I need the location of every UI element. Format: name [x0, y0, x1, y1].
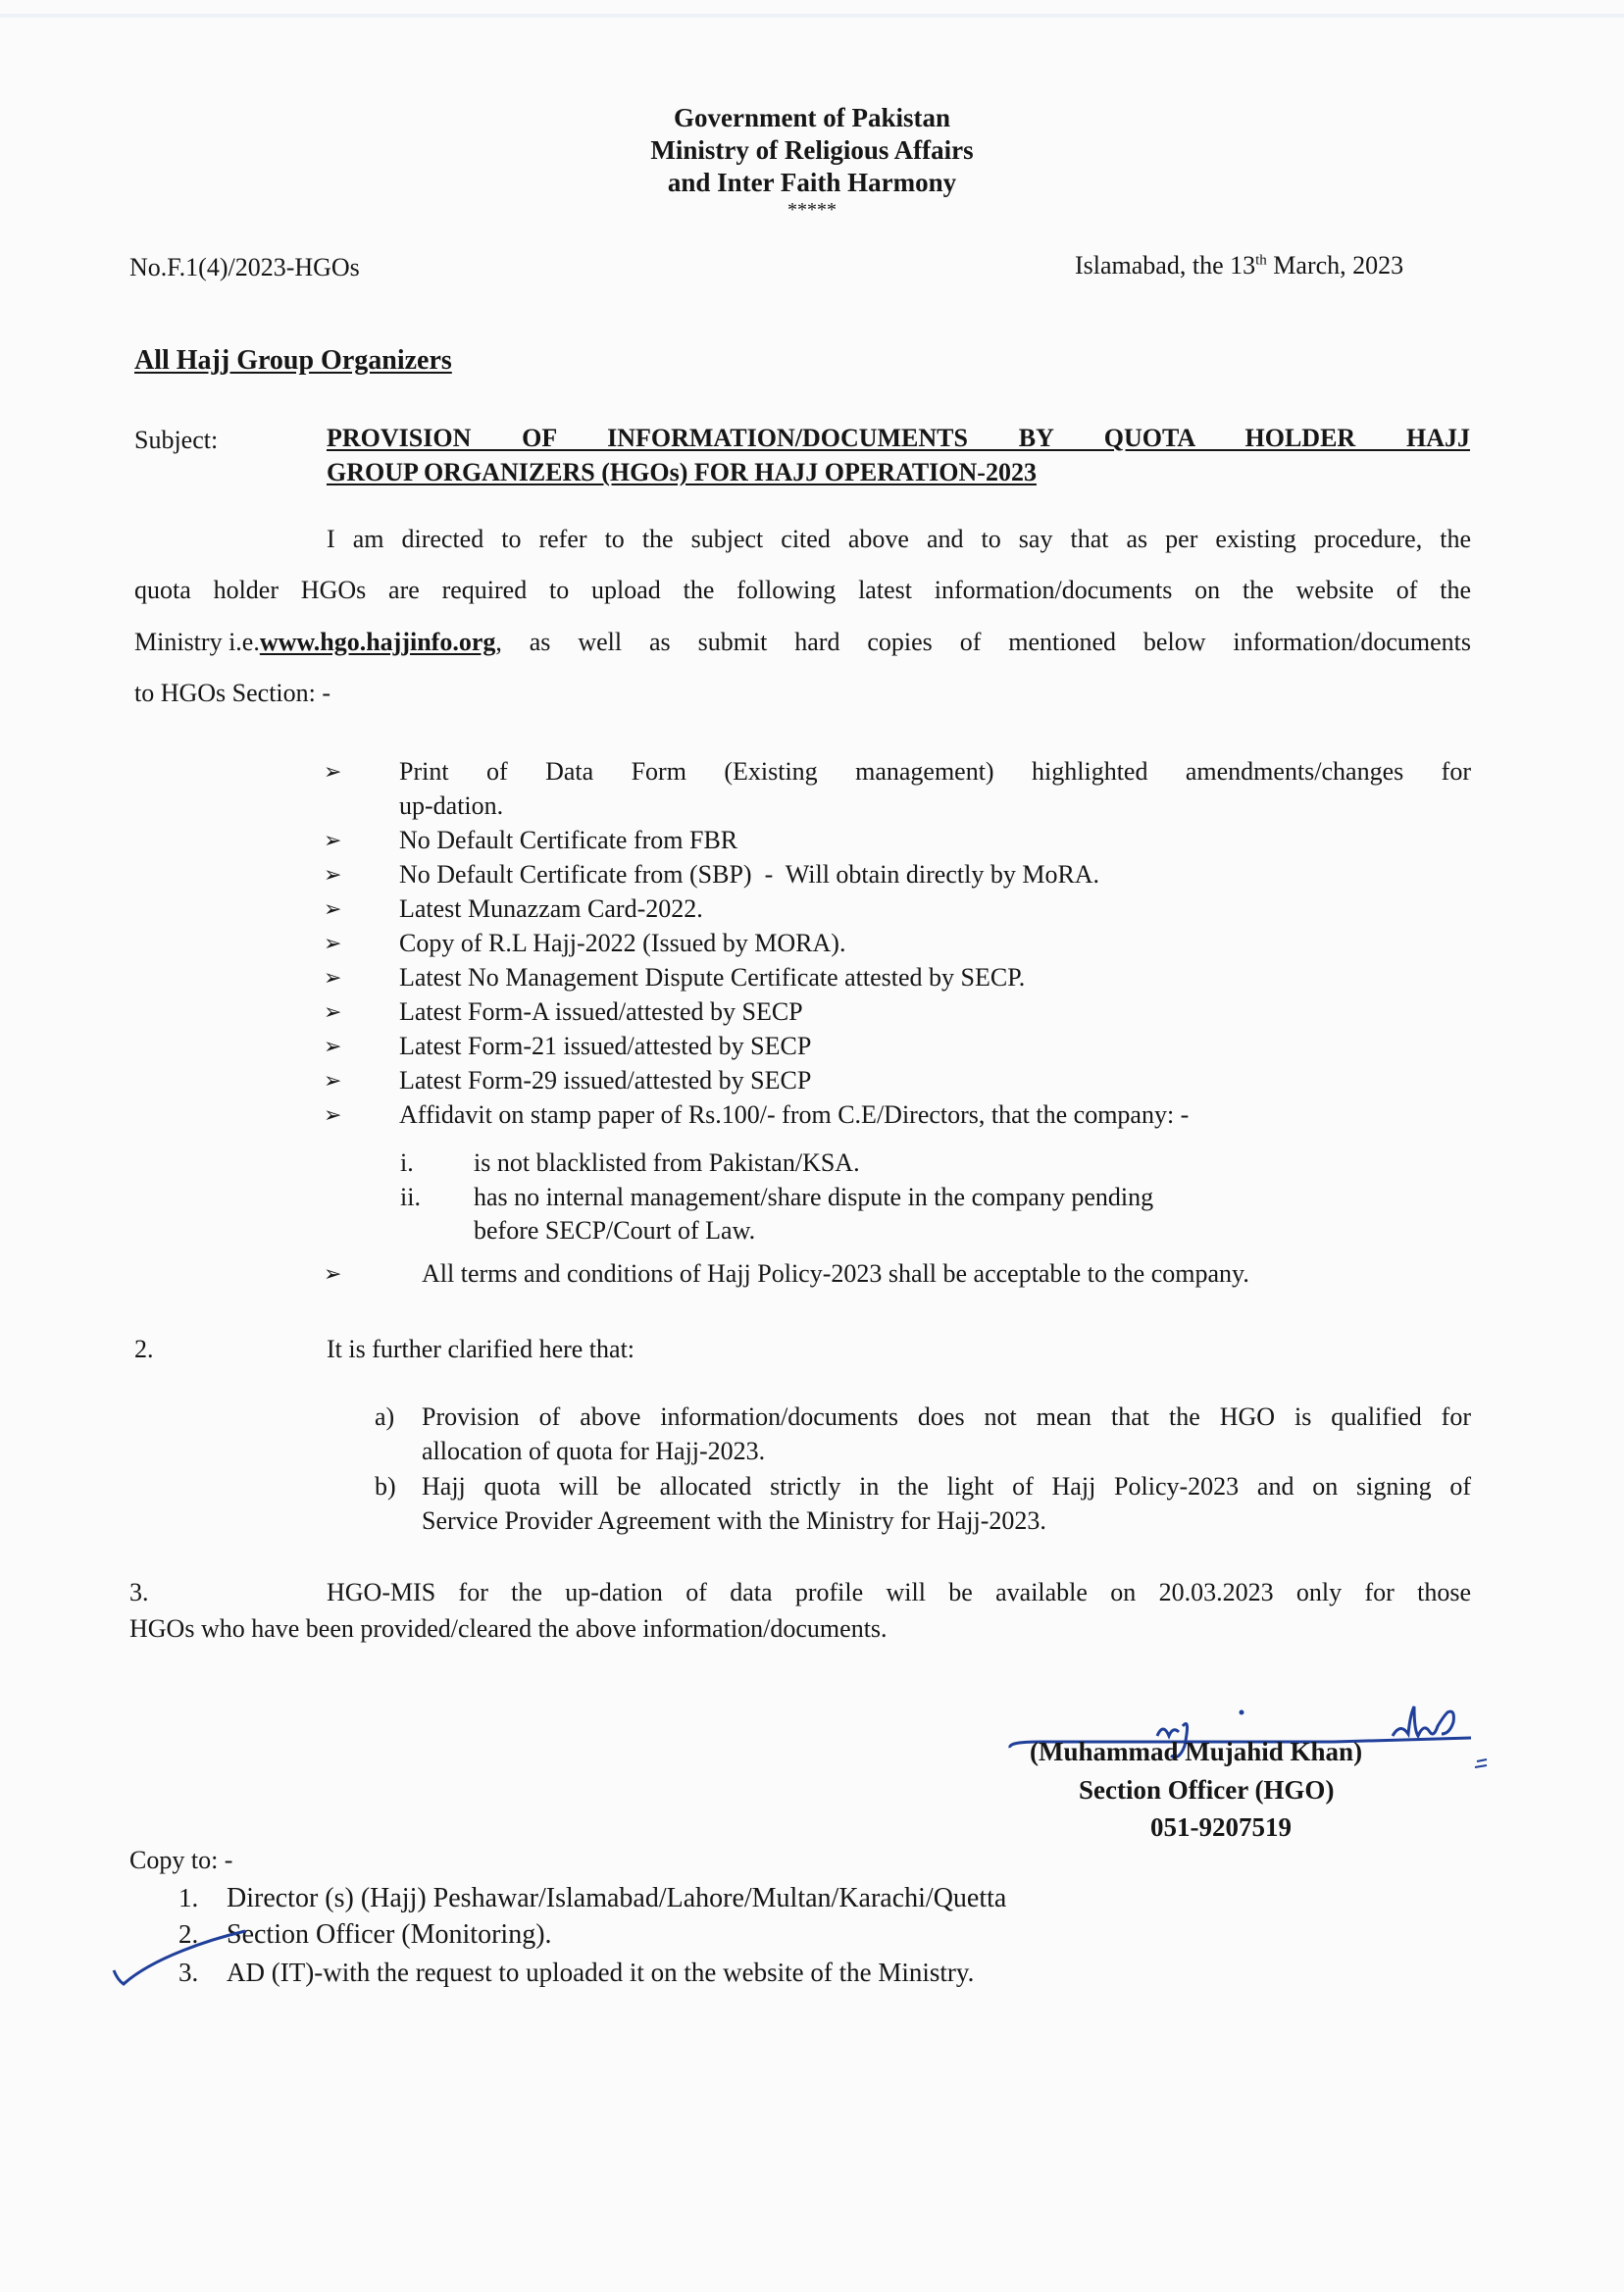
bullet-arrow-icon: ➢ — [324, 1261, 342, 1286]
para2-number: 2. — [134, 1335, 154, 1363]
affidavit-sub-number: ii. — [400, 1183, 421, 1211]
copy-to-item: Section Officer (Monitoring). — [227, 1919, 552, 1950]
header-line-2: Ministry of Religious Affairs — [650, 135, 974, 165]
bullet-arrow-icon: ➢ — [324, 1034, 342, 1058]
para2-item-label: b) — [375, 1472, 396, 1501]
para1-line-4: to HGOs Section: - — [134, 679, 331, 707]
reference-number: No.F.1(4)/2023-HGOs — [129, 253, 360, 281]
signatory-name: (Muhammad Mujahid Khan) — [1030, 1737, 1363, 1766]
para2-item-line-2: Service Provider Agreement with the Ministry for Hajj-2023. — [422, 1506, 1046, 1535]
affidavit-sub-text-line-1: has no internal management/share dispute in the company pending — [474, 1183, 1154, 1211]
letter-date — [1075, 251, 1403, 280]
affidavit-sub-text-line-2: before SECP/Court of Law. — [474, 1216, 756, 1245]
bullet-text: No Default Certificate from (SBP) - Will obtain directly by MoRA. — [399, 860, 1100, 889]
bullet-arrow-icon: ➢ — [324, 1068, 342, 1093]
subject-label: Subject: — [134, 426, 219, 454]
para2-item-line-1: Provision of above information/documents does not mean that the HGO is qualified for — [422, 1402, 1471, 1431]
scan-edge-line — [0, 14, 1624, 18]
subject-line-1: PROVISION OF INFORMATION/DOCUMENTS BY QUOTA HOLDER HAJJ — [327, 424, 1470, 452]
website-link[interactable]: www.hgo.hajjinfo.org — [259, 628, 496, 656]
date-sup: th — [1255, 252, 1267, 269]
bullet-text: Latest Form-29 issued/attested by SECP — [399, 1066, 812, 1095]
bullet-arrow-icon: ➢ — [324, 965, 342, 990]
header-line-3: and Inter Faith Harmony — [667, 168, 957, 197]
copy-to-number: 2. — [178, 1919, 199, 1949]
para2-item-label: a) — [375, 1402, 395, 1431]
bullet-text: Latest No Management Dispute Certificate attested by SECP. — [399, 963, 1026, 992]
bullet-text: Latest Munazzam Card-2022. — [399, 894, 703, 923]
bullet-arrow-icon: ➢ — [324, 759, 342, 784]
bullet-arrow-icon: ➢ — [324, 1102, 342, 1127]
header-stars: ***** — [787, 199, 837, 221]
addressee: All Hajj Group Organizers — [134, 345, 452, 376]
date-suffix: March, 2023 — [1266, 251, 1404, 280]
affidavit-sub-text: is not blacklisted from Pakistan/KSA. — [474, 1148, 860, 1177]
subject-line-2: GROUP ORGANIZERS (HGOs) FOR HAJJ OPERATION-2023 — [327, 458, 1037, 486]
bullet-text — [399, 754, 1471, 823]
bullet-text: All terms and conditions of Hajj Policy-2023 shall be acceptable to the company. — [422, 1259, 1249, 1288]
bullet-text: Latest Form-A issued/attested by SECP — [399, 997, 803, 1026]
copy-to-item: AD (IT)-with the request to uploaded it on the website of the Ministry. — [227, 1958, 975, 1987]
bullet-text: No Default Certificate from FBR — [399, 826, 738, 854]
bullet-text: Copy of R.L Hajj-2022 (Issued by MORA). — [399, 929, 846, 957]
bullet-arrow-icon: ➢ — [324, 828, 342, 852]
signatory-title: Section Officer (HGO) — [1079, 1775, 1335, 1805]
signatory-phone: 051-9207519 — [1150, 1812, 1292, 1842]
bullet-item — [324, 754, 1471, 823]
bullet-text: Latest Form-21 issued/attested by SECP — [399, 1032, 812, 1060]
bullet-text: Affidavit on stamp paper of Rs.100/- from C.E/Directors, that the company: - — [399, 1100, 1190, 1129]
para2-item-line-1: Hajj quota will be allocated strictly in the light of Hajj Policy-2023 and on signing of — [422, 1472, 1471, 1501]
bullet-text-line-1: Print of Data Form (Existing management) highlighted amendments/changes for — [399, 757, 1471, 786]
para3-line-2: HGOs who have been provided/cleared the above information/documents. — [129, 1614, 888, 1643]
date-prefix: Islamabad, the 13 — [1075, 251, 1256, 280]
para1-line-3 — [134, 628, 1471, 657]
para3-number: 3. — [129, 1578, 149, 1606]
para1-line3-pre: Ministry i.e. — [134, 628, 260, 656]
header-line-1: Government of Pakistan — [674, 103, 950, 132]
copy-to-label: Copy to: - — [129, 1846, 233, 1874]
bullet-arrow-icon: ➢ — [324, 862, 342, 887]
para2-text: It is further clarified here that: — [327, 1335, 635, 1363]
copy-to-number: 3. — [178, 1958, 199, 1987]
copy-to-number: 1. — [178, 1883, 199, 1912]
bullet-arrow-icon: ➢ — [324, 896, 342, 921]
bullet-arrow-icon: ➢ — [324, 999, 342, 1024]
para1-line-2: quota holder HGOs are required to upload the following latest information/documents on the website of the — [134, 576, 1471, 604]
bullet-arrow-icon: ➢ — [324, 931, 342, 955]
para2-item-line-2: allocation of quota for Hajj-2023. — [422, 1437, 766, 1465]
para1-line3-post: , as well as submit hard copies of mentioned below information/documents — [495, 628, 1471, 656]
copy-to-item: Director (s) (Hajj) Peshawar/Islamabad/Lahore/Multan/Karachi/Quetta — [227, 1883, 1007, 1913]
para3-line-1: HGO-MIS for the up-dation of data profile will be available on 20.03.2023 only for those — [327, 1578, 1471, 1606]
tick-mark — [108, 1927, 255, 1991]
bullet-text-line-2: up-dation. — [399, 791, 504, 820]
affidavit-sub-number: i. — [400, 1148, 414, 1177]
para1-line-1: I am directed to refer to the subject cited above and to say that as per existing procedure, the — [327, 525, 1471, 553]
